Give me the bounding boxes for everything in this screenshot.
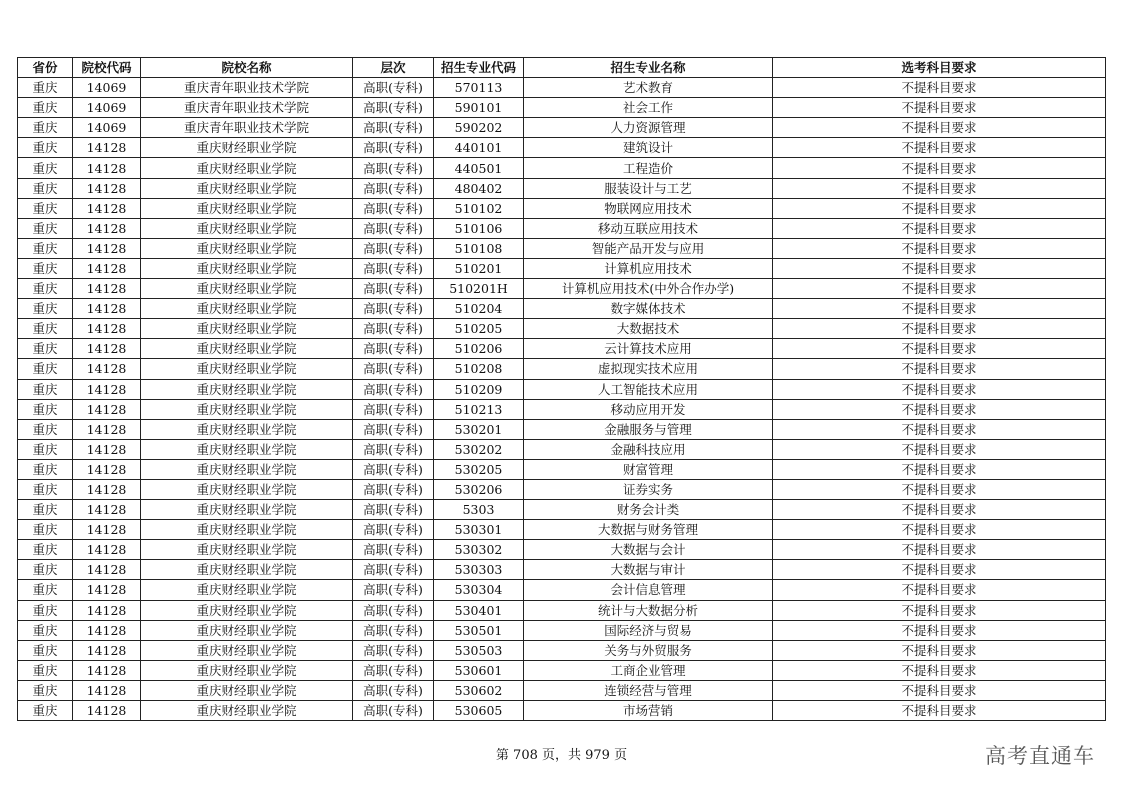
cell-school-name: 重庆财经职业学院 [141, 218, 353, 238]
cell-level: 高职(专科) [353, 138, 434, 158]
cell-province: 重庆 [18, 178, 73, 198]
cell-major-code: 530201 [434, 419, 524, 439]
cell-major-code: 530501 [434, 620, 524, 640]
cell-level: 高职(专科) [353, 78, 434, 98]
table-row [18, 158, 1106, 178]
cell-school-code: 14128 [73, 600, 141, 620]
cell-school-name: 重庆财经职业学院 [141, 238, 353, 258]
cell-level: 高职(专科) [353, 258, 434, 278]
cell-subject-requirement: 不提科目要求 [773, 439, 1106, 459]
table-row [18, 479, 1106, 499]
cell-subject-requirement: 不提科目要求 [773, 138, 1106, 158]
cell-subject-requirement: 不提科目要求 [773, 319, 1106, 339]
cell-major-name: 金融服务与管理 [524, 419, 773, 439]
cell-level: 高职(专科) [353, 520, 434, 540]
cell-major-code: 5303 [434, 500, 524, 520]
cell-level: 高职(专科) [353, 399, 434, 419]
table-body [18, 78, 1106, 721]
cell-level: 高职(专科) [353, 620, 434, 640]
cell-province: 重庆 [18, 580, 73, 600]
cell-level: 高职(专科) [353, 680, 434, 700]
cell-school-code: 14128 [73, 339, 141, 359]
cell-school-code: 14128 [73, 258, 141, 278]
cell-province: 重庆 [18, 198, 73, 218]
cell-school-name: 重庆财经职业学院 [141, 540, 353, 560]
cell-school-name: 重庆财经职业学院 [141, 279, 353, 299]
cell-province: 重庆 [18, 98, 73, 118]
cell-major-name: 大数据与会计 [524, 540, 773, 560]
cell-major-code: 570113 [434, 78, 524, 98]
cell-subject-requirement: 不提科目要求 [773, 419, 1106, 439]
cell-school-code: 14128 [73, 660, 141, 680]
cell-province: 重庆 [18, 319, 73, 339]
cell-school-code: 14069 [73, 78, 141, 98]
table-row [18, 560, 1106, 580]
cell-school-name: 重庆财经职业学院 [141, 158, 353, 178]
enrollment-table [17, 57, 1106, 721]
cell-province: 重庆 [18, 78, 73, 98]
cell-school-name: 重庆财经职业学院 [141, 560, 353, 580]
cell-major-code: 510108 [434, 238, 524, 258]
cell-province: 重庆 [18, 138, 73, 158]
cell-subject-requirement: 不提科目要求 [773, 600, 1106, 620]
cell-province: 重庆 [18, 500, 73, 520]
cell-major-code: 530301 [434, 520, 524, 540]
table-row [18, 459, 1106, 479]
table-row [18, 620, 1106, 640]
header-province: 省份 [18, 58, 73, 78]
cell-level: 高职(专科) [353, 500, 434, 520]
cell-school-code: 14128 [73, 620, 141, 640]
cell-level: 高职(专科) [353, 701, 434, 721]
cell-school-name: 重庆财经职业学院 [141, 520, 353, 540]
table-row [18, 660, 1106, 680]
cell-major-name: 大数据与审计 [524, 560, 773, 580]
cell-school-code: 14128 [73, 701, 141, 721]
header-school-code: 院校代码 [73, 58, 141, 78]
cell-school-code: 14069 [73, 98, 141, 118]
table-row [18, 359, 1106, 379]
cell-major-name: 计算机应用技术 [524, 258, 773, 278]
cell-subject-requirement: 不提科目要求 [773, 701, 1106, 721]
table-row [18, 279, 1106, 299]
cell-level: 高职(专科) [353, 279, 434, 299]
watermark: 高考直通车 [985, 744, 1095, 768]
cell-school-code: 14128 [73, 540, 141, 560]
cell-major-code: 510106 [434, 218, 524, 238]
cell-province: 重庆 [18, 339, 73, 359]
cell-subject-requirement: 不提科目要求 [773, 479, 1106, 499]
cell-level: 高职(专科) [353, 98, 434, 118]
cell-school-name: 重庆财经职业学院 [141, 640, 353, 660]
table-row [18, 98, 1106, 118]
cell-subject-requirement: 不提科目要求 [773, 359, 1106, 379]
table-row [18, 419, 1106, 439]
cell-level: 高职(专科) [353, 359, 434, 379]
cell-subject-requirement: 不提科目要求 [773, 500, 1106, 520]
table-row [18, 299, 1106, 319]
table-row [18, 258, 1106, 278]
cell-school-name: 重庆财经职业学院 [141, 399, 353, 419]
table-row [18, 640, 1106, 660]
cell-level: 高职(专科) [353, 439, 434, 459]
cell-school-code: 14128 [73, 198, 141, 218]
cell-school-code: 14128 [73, 479, 141, 499]
header-school-name: 院校名称 [141, 58, 353, 78]
table-row [18, 339, 1106, 359]
cell-province: 重庆 [18, 399, 73, 419]
cell-school-code: 14128 [73, 439, 141, 459]
cell-major-code: 510206 [434, 339, 524, 359]
cell-major-code: 530401 [434, 600, 524, 620]
table-row [18, 138, 1106, 158]
cell-province: 重庆 [18, 600, 73, 620]
cell-major-code: 510201 [434, 258, 524, 278]
cell-level: 高职(专科) [353, 660, 434, 680]
cell-school-code: 14128 [73, 399, 141, 419]
cell-major-name: 数字媒体技术 [524, 299, 773, 319]
cell-major-name: 连锁经营与管理 [524, 680, 773, 700]
cell-school-code: 14128 [73, 299, 141, 319]
cell-major-name: 证券实务 [524, 479, 773, 499]
cell-major-code: 530304 [434, 580, 524, 600]
cell-province: 重庆 [18, 620, 73, 640]
cell-subject-requirement: 不提科目要求 [773, 540, 1106, 560]
cell-subject-requirement: 不提科目要求 [773, 580, 1106, 600]
cell-level: 高职(专科) [353, 640, 434, 660]
cell-subject-requirement: 不提科目要求 [773, 118, 1106, 138]
cell-subject-requirement: 不提科目要求 [773, 660, 1106, 680]
cell-subject-requirement: 不提科目要求 [773, 459, 1106, 479]
cell-subject-requirement: 不提科目要求 [773, 279, 1106, 299]
cell-subject-requirement: 不提科目要求 [773, 178, 1106, 198]
cell-major-name: 工程造价 [524, 158, 773, 178]
table-row [18, 218, 1106, 238]
cell-major-name: 移动互联应用技术 [524, 218, 773, 238]
cell-major-code: 440101 [434, 138, 524, 158]
page-number: 第 708 页，共 979 页 [495, 748, 628, 763]
cell-school-name: 重庆财经职业学院 [141, 339, 353, 359]
cell-level: 高职(专科) [353, 479, 434, 499]
cell-major-code: 530601 [434, 660, 524, 680]
cell-major-name: 社会工作 [524, 98, 773, 118]
cell-school-name: 重庆青年职业技术学院 [141, 98, 353, 118]
cell-school-name: 重庆财经职业学院 [141, 379, 353, 399]
table-row [18, 500, 1106, 520]
cell-school-name: 重庆财经职业学院 [141, 620, 353, 640]
cell-subject-requirement: 不提科目要求 [773, 640, 1106, 660]
header-subject-requirement: 选考科目要求 [773, 58, 1106, 78]
cell-major-name: 艺术教育 [524, 78, 773, 98]
cell-subject-requirement: 不提科目要求 [773, 198, 1106, 218]
cell-major-code: 510208 [434, 359, 524, 379]
cell-school-name: 重庆财经职业学院 [141, 439, 353, 459]
cell-level: 高职(专科) [353, 198, 434, 218]
table-row [18, 399, 1106, 419]
cell-major-code: 510213 [434, 399, 524, 419]
cell-subject-requirement: 不提科目要求 [773, 258, 1106, 278]
cell-major-code: 510204 [434, 299, 524, 319]
cell-school-name: 重庆财经职业学院 [141, 138, 353, 158]
cell-school-code: 14128 [73, 379, 141, 399]
header-level: 层次 [353, 58, 434, 78]
cell-major-name: 统计与大数据分析 [524, 600, 773, 620]
cell-major-code: 530205 [434, 459, 524, 479]
cell-major-name: 会计信息管理 [524, 580, 773, 600]
cell-school-code: 14128 [73, 138, 141, 158]
cell-province: 重庆 [18, 540, 73, 560]
enrollment-table-container [17, 57, 1105, 721]
cell-province: 重庆 [18, 118, 73, 138]
cell-major-code: 530202 [434, 439, 524, 459]
cell-province: 重庆 [18, 660, 73, 680]
cell-major-code: 530303 [434, 560, 524, 580]
cell-level: 高职(专科) [353, 299, 434, 319]
cell-province: 重庆 [18, 379, 73, 399]
cell-major-name: 国际经济与贸易 [524, 620, 773, 640]
table-row [18, 178, 1106, 198]
cell-school-code: 14128 [73, 158, 141, 178]
header-major-code: 招生专业代码 [434, 58, 524, 78]
cell-school-code: 14128 [73, 279, 141, 299]
cell-school-name: 重庆青年职业技术学院 [141, 78, 353, 98]
cell-level: 高职(专科) [353, 218, 434, 238]
cell-school-name: 重庆财经职业学院 [141, 660, 353, 680]
cell-school-name: 重庆财经职业学院 [141, 359, 353, 379]
cell-major-code: 480402 [434, 178, 524, 198]
cell-province: 重庆 [18, 439, 73, 459]
cell-level: 高职(专科) [353, 560, 434, 580]
cell-school-code: 14128 [73, 359, 141, 379]
cell-school-code: 14128 [73, 178, 141, 198]
cell-school-code: 14128 [73, 680, 141, 700]
cell-major-code: 530503 [434, 640, 524, 660]
cell-major-name: 人工智能技术应用 [524, 379, 773, 399]
cell-subject-requirement: 不提科目要求 [773, 78, 1106, 98]
cell-province: 重庆 [18, 459, 73, 479]
cell-school-code: 14128 [73, 238, 141, 258]
cell-school-name: 重庆财经职业学院 [141, 680, 353, 700]
cell-province: 重庆 [18, 520, 73, 540]
cell-province: 重庆 [18, 218, 73, 238]
cell-school-name: 重庆财经职业学院 [141, 479, 353, 499]
cell-major-code: 530605 [434, 701, 524, 721]
cell-level: 高职(专科) [353, 419, 434, 439]
cell-major-name: 虚拟现实技术应用 [524, 359, 773, 379]
cell-school-code: 14128 [73, 580, 141, 600]
cell-province: 重庆 [18, 158, 73, 178]
cell-level: 高职(专科) [353, 540, 434, 560]
table-row [18, 540, 1106, 560]
cell-school-name: 重庆财经职业学院 [141, 580, 353, 600]
cell-major-code: 510205 [434, 319, 524, 339]
cell-major-name: 人力资源管理 [524, 118, 773, 138]
cell-major-name: 财富管理 [524, 459, 773, 479]
table-row [18, 118, 1106, 138]
cell-subject-requirement: 不提科目要求 [773, 399, 1106, 419]
cell-school-code: 14128 [73, 500, 141, 520]
cell-major-name: 大数据与财务管理 [524, 520, 773, 540]
cell-major-code: 510201H [434, 279, 524, 299]
header-major-name: 招生专业名称 [524, 58, 773, 78]
cell-school-code: 14128 [73, 640, 141, 660]
cell-subject-requirement: 不提科目要求 [773, 238, 1106, 258]
cell-subject-requirement: 不提科目要求 [773, 299, 1106, 319]
table-row [18, 78, 1106, 98]
cell-province: 重庆 [18, 238, 73, 258]
cell-major-name: 财务会计类 [524, 500, 773, 520]
cell-level: 高职(专科) [353, 600, 434, 620]
cell-subject-requirement: 不提科目要求 [773, 560, 1106, 580]
cell-level: 高职(专科) [353, 379, 434, 399]
cell-level: 高职(专科) [353, 178, 434, 198]
cell-school-code: 14128 [73, 520, 141, 540]
cell-major-name: 关务与外贸服务 [524, 640, 773, 660]
cell-level: 高职(专科) [353, 158, 434, 178]
cell-major-code: 510209 [434, 379, 524, 399]
cell-major-code: 530302 [434, 540, 524, 560]
cell-province: 重庆 [18, 359, 73, 379]
cell-major-code: 590202 [434, 118, 524, 138]
cell-subject-requirement: 不提科目要求 [773, 680, 1106, 700]
cell-province: 重庆 [18, 640, 73, 660]
cell-major-name: 大数据技术 [524, 319, 773, 339]
cell-major-code: 440501 [434, 158, 524, 178]
cell-school-name: 重庆财经职业学院 [141, 198, 353, 218]
cell-school-name: 重庆财经职业学院 [141, 500, 353, 520]
cell-school-name: 重庆财经职业学院 [141, 299, 353, 319]
cell-school-code: 14069 [73, 118, 141, 138]
cell-level: 高职(专科) [353, 319, 434, 339]
table-row [18, 680, 1106, 700]
cell-school-name: 重庆财经职业学院 [141, 178, 353, 198]
table-row [18, 520, 1106, 540]
cell-subject-requirement: 不提科目要求 [773, 218, 1106, 238]
cell-major-code: 510102 [434, 198, 524, 218]
cell-major-name: 移动应用开发 [524, 399, 773, 419]
cell-school-code: 14128 [73, 319, 141, 339]
table-row [18, 238, 1106, 258]
cell-province: 重庆 [18, 560, 73, 580]
cell-subject-requirement: 不提科目要求 [773, 620, 1106, 640]
cell-level: 高职(专科) [353, 339, 434, 359]
table-row [18, 379, 1106, 399]
cell-major-name: 物联网应用技术 [524, 198, 773, 218]
cell-school-name: 重庆财经职业学院 [141, 701, 353, 721]
cell-province: 重庆 [18, 258, 73, 278]
cell-major-name: 金融科技应用 [524, 439, 773, 459]
cell-subject-requirement: 不提科目要求 [773, 98, 1106, 118]
cell-major-code: 530206 [434, 479, 524, 499]
cell-major-name: 计算机应用技术(中外合作办学) [524, 279, 773, 299]
table-row [18, 600, 1106, 620]
cell-school-name: 重庆财经职业学院 [141, 258, 353, 278]
cell-school-name: 重庆财经职业学院 [141, 319, 353, 339]
cell-subject-requirement: 不提科目要求 [773, 158, 1106, 178]
cell-subject-requirement: 不提科目要求 [773, 339, 1106, 359]
cell-level: 高职(专科) [353, 238, 434, 258]
cell-school-name: 重庆财经职业学院 [141, 600, 353, 620]
cell-province: 重庆 [18, 479, 73, 499]
cell-major-name: 工商企业管理 [524, 660, 773, 680]
table-row [18, 198, 1106, 218]
cell-school-code: 14128 [73, 419, 141, 439]
cell-subject-requirement: 不提科目要求 [773, 520, 1106, 540]
cell-school-name: 重庆财经职业学院 [141, 459, 353, 479]
cell-subject-requirement: 不提科目要求 [773, 379, 1106, 399]
cell-level: 高职(专科) [353, 459, 434, 479]
cell-major-code: 590101 [434, 98, 524, 118]
cell-level: 高职(专科) [353, 118, 434, 138]
cell-school-code: 14128 [73, 218, 141, 238]
table-row [18, 319, 1106, 339]
table-row [18, 439, 1106, 459]
cell-province: 重庆 [18, 680, 73, 700]
cell-province: 重庆 [18, 701, 73, 721]
cell-major-name: 智能产品开发与应用 [524, 238, 773, 258]
cell-province: 重庆 [18, 299, 73, 319]
cell-province: 重庆 [18, 279, 73, 299]
cell-major-name: 服装设计与工艺 [524, 178, 773, 198]
cell-school-name: 重庆财经职业学院 [141, 419, 353, 439]
cell-major-name: 市场营销 [524, 701, 773, 721]
table-row [18, 580, 1106, 600]
cell-major-code: 530602 [434, 680, 524, 700]
table-row [18, 701, 1106, 721]
cell-major-name: 云计算技术应用 [524, 339, 773, 359]
table-header-row [18, 58, 1106, 78]
cell-province: 重庆 [18, 419, 73, 439]
cell-school-code: 14128 [73, 459, 141, 479]
cell-school-name: 重庆青年职业技术学院 [141, 118, 353, 138]
cell-major-name: 建筑设计 [524, 138, 773, 158]
cell-level: 高职(专科) [353, 580, 434, 600]
cell-school-code: 14128 [73, 560, 141, 580]
